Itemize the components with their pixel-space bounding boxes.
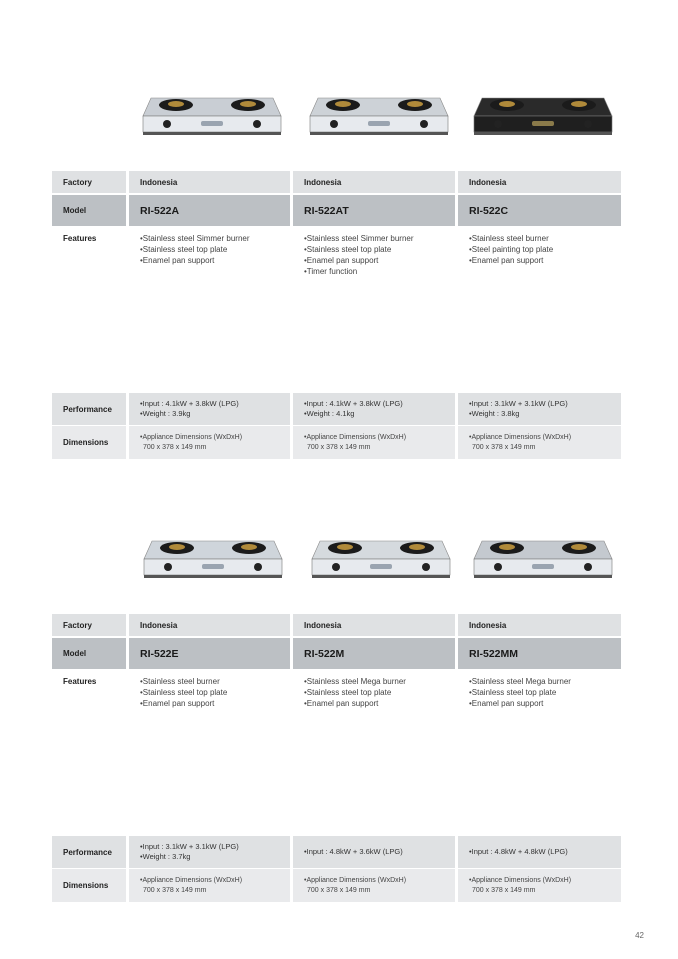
performance-line: •Input : 4.8kW + 4.8kW (LPG) — [469, 846, 568, 856]
model-value: RI-522M — [293, 638, 455, 669]
dimensions-row — [52, 426, 621, 459]
factory-value: Indonesia — [129, 614, 290, 636]
dimensions-size: 700 x 378 x 149 mm — [307, 443, 371, 451]
feature-item: •Stainless steel burner — [140, 677, 220, 686]
feature-item: •Enamel pan support — [469, 699, 544, 708]
dimensions-row — [52, 869, 621, 902]
factory-label: Factory — [52, 614, 126, 636]
model-value: RI-522AT — [293, 195, 455, 226]
model-label: Model — [52, 195, 126, 226]
performance-line: •Weight : 3.8kg — [469, 409, 520, 418]
dimensions-title: •Appliance Dimensions (WxDxH) — [140, 433, 243, 441]
feature-item: •Stainless steel top plate — [304, 245, 392, 254]
performance-value — [458, 393, 621, 425]
dimensions-value — [458, 426, 621, 459]
stove-image-ri-522c — [470, 90, 616, 138]
performance-line: •Input : 3.1kW + 3.1kW (LPG) — [469, 398, 568, 408]
dimensions-size: 700 x 378 x 149 mm — [143, 443, 207, 451]
model-row — [52, 638, 621, 669]
features-row — [52, 232, 621, 292]
dimensions-title: •Appliance Dimensions (WxDxH) — [469, 433, 572, 441]
stove-image-ri-522a — [139, 90, 285, 138]
dimensions-value — [293, 869, 455, 902]
performance-line: •Input : 3.1kW + 3.1kW (LPG) — [140, 841, 239, 851]
features-list — [129, 232, 290, 292]
feature-item: •Stainless steel Simmer burner — [304, 234, 414, 243]
features-label: Features — [63, 234, 97, 243]
features-list — [458, 232, 621, 292]
stove-image-ri-522e — [140, 533, 286, 581]
feature-item: •Enamel pan support — [140, 256, 215, 265]
performance-line: •Weight : 3.7kg — [140, 852, 191, 861]
dimensions-value — [458, 869, 621, 902]
performance-value — [293, 393, 455, 425]
features-list — [129, 675, 290, 735]
feature-item: •Enamel pan support — [140, 699, 215, 708]
performance-value — [129, 836, 290, 868]
factory-row — [52, 614, 621, 636]
feature-item: •Stainless steel top plate — [140, 688, 228, 697]
product-block-2 — [52, 533, 621, 894]
feature-item: •Stainless steel Mega burner — [304, 677, 406, 686]
dimensions-size: 700 x 378 x 149 mm — [143, 886, 207, 894]
dimensions-value — [129, 426, 290, 459]
model-value: RI-522A — [129, 195, 290, 226]
performance-line: •Input : 4.1kW + 3.8kW (LPG) — [304, 398, 403, 408]
feature-item: •Stainless steel Mega burner — [469, 677, 571, 686]
feature-item: •Enamel pan support — [304, 256, 379, 265]
dimensions-size: 700 x 378 x 149 mm — [472, 886, 536, 894]
model-row — [52, 195, 621, 226]
dimensions-value — [293, 426, 455, 459]
performance-value — [293, 836, 455, 868]
factory-label: Factory — [52, 171, 126, 193]
dimensions-title: •Appliance Dimensions (WxDxH) — [304, 876, 407, 884]
dimensions-title: •Appliance Dimensions (WxDxH) — [140, 876, 243, 884]
dimensions-label: Dimensions — [52, 426, 126, 459]
model-value: RI-522MM — [458, 638, 621, 669]
model-value: RI-522C — [458, 195, 621, 226]
performance-line: •Input : 4.8kW + 3.6kW (LPG) — [304, 846, 403, 856]
factory-value: Indonesia — [293, 171, 455, 193]
feature-item: •Enamel pan support — [469, 256, 544, 265]
performance-value — [129, 393, 290, 425]
product-block-1 — [52, 90, 621, 451]
feature-item: •Stainless steel top plate — [469, 688, 557, 697]
dimensions-title: •Appliance Dimensions (WxDxH) — [469, 876, 572, 884]
features-list — [293, 232, 455, 292]
product-images — [52, 90, 621, 170]
performance-value — [458, 836, 621, 868]
features-list — [293, 675, 455, 735]
factory-value: Indonesia — [293, 614, 455, 636]
feature-item: •Timer function — [304, 267, 358, 276]
performance-label: Performance — [52, 836, 126, 868]
model-label: Model — [52, 638, 126, 669]
factory-value: Indonesia — [458, 614, 621, 636]
stove-image-ri-522m — [308, 533, 454, 581]
product-images — [52, 533, 621, 613]
dimensions-size: 700 x 378 x 149 mm — [472, 443, 536, 451]
dimensions-label: Dimensions — [52, 869, 126, 902]
feature-item: •Enamel pan support — [304, 699, 379, 708]
features-list — [458, 675, 621, 735]
feature-item: •Steel painting top plate — [469, 245, 554, 254]
dimensions-size: 700 x 378 x 149 mm — [307, 886, 371, 894]
features-row — [52, 675, 621, 735]
performance-line: •Weight : 4.1kg — [304, 409, 355, 418]
factory-value: Indonesia — [129, 171, 290, 193]
performance-line: •Weight : 3.9kg — [140, 409, 191, 418]
performance-label: Performance — [52, 393, 126, 425]
performance-row — [52, 836, 621, 868]
factory-value: Indonesia — [458, 171, 621, 193]
feature-item: •Stainless steel top plate — [140, 245, 228, 254]
performance-line: •Input : 4.1kW + 3.8kW (LPG) — [140, 398, 239, 408]
dimensions-value — [129, 869, 290, 902]
model-value: RI-522E — [129, 638, 290, 669]
feature-item: •Stainless steel Simmer burner — [140, 234, 250, 243]
stove-image-ri-522at — [306, 90, 452, 138]
stove-image-ri-522mm — [470, 533, 616, 581]
features-label: Features — [63, 677, 97, 686]
page-number: 42 — [635, 931, 644, 940]
feature-item: •Stainless steel burner — [469, 234, 549, 243]
performance-row — [52, 393, 621, 425]
dimensions-title: •Appliance Dimensions (WxDxH) — [304, 433, 407, 441]
feature-item: •Stainless steel top plate — [304, 688, 392, 697]
factory-row — [52, 171, 621, 193]
